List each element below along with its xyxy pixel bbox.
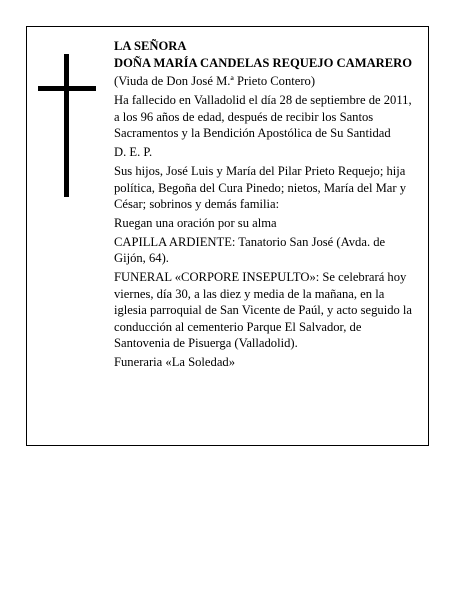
- obituary-text: [114, 38, 420, 371]
- dep-text: D. E. P.: [114, 145, 153, 160]
- cross-horizontal-bar: [38, 86, 96, 91]
- cross-vertical-bar: [64, 54, 69, 197]
- cross-icon: [38, 54, 96, 197]
- prayer-request: Ruegan una oración por su alma: [114, 215, 277, 230]
- family-list: Sus hijos, José Luis y María del Pilar Prieto Requejo; hija política, Begoña del Cura Pinedo; nietos, María del Mar y César; sobrinos y demás familia:: [114, 163, 407, 212]
- heading-line-1: LA SEÑORA: [114, 39, 187, 53]
- chapel-info: CAPILLA ARDIENTE: Tanatorio San José (Avda. de Gijón, 64).: [114, 234, 386, 266]
- deceased-name: DOÑA MARÍA CANDELAS REQUEJO CAMARERO: [114, 55, 413, 70]
- widow-note: (Viuda de Don José M.ª Prieto Contero): [114, 74, 316, 89]
- death-notice: Ha fallecido en Valladolid el día 28 de septiembre de 2011, a los 96 años de edad, después de recibir los Santos Sacramentos y la Bendición Apostólica de Su Santidad: [114, 93, 412, 141]
- funeral-info: FUNERAL «CORPORE INSEPULTO»: Se celebrará hoy viernes, día 30, a las diez y media de la mañana, en la iglesia parroquial de San Vicente de Paúl, y acto seguido la conducción al cementerio Parque El Salvador, de Santovenia de Pisuerga (Valladolid).: [114, 270, 413, 351]
- funeral-home: Funeraria «La Soledad»: [114, 355, 235, 370]
